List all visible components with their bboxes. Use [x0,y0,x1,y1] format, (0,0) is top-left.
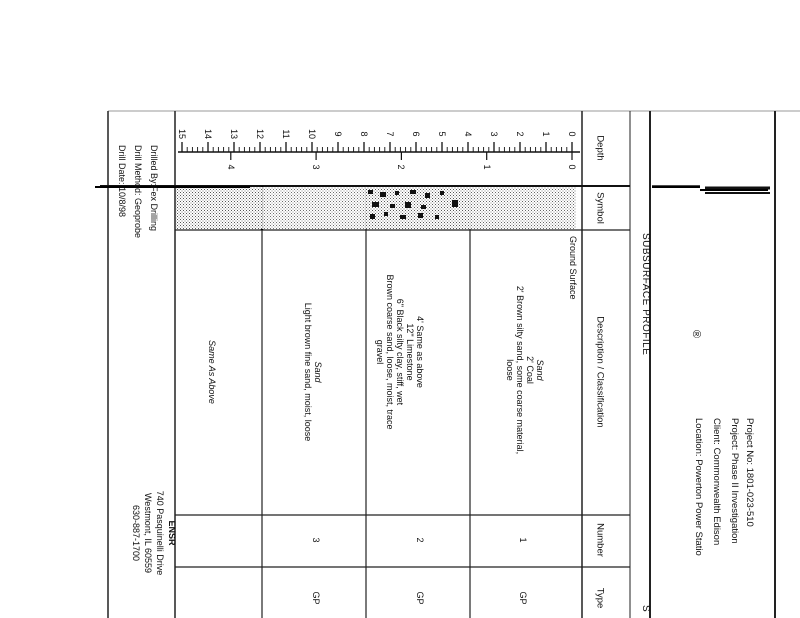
depth-label-ft-1: 1 [541,131,551,137]
sample-number-3: 3 [311,537,321,543]
logo-mark: ® [690,330,702,339]
depth-label-ft-14: 14 [203,128,213,140]
company-address-1: 740 Pasquinelli Drive [155,490,165,576]
layer-description-3: Sand Light brown fine sand, moist, loose [303,302,323,442]
sample-type-1: GP [518,591,528,605]
depth-label-ft-10: 10 [307,128,317,140]
location: Location: Powerton Power Statio [693,418,704,556]
company-address-2: Westmont, IL 60559 [143,492,153,574]
layer-description-4: Same As Above [207,340,217,404]
client-name: Client: Commonwealth Edison [711,418,722,546]
depth-label-ft-6: 6 [411,131,421,137]
depth-label-m-0: 0 [567,164,577,170]
company-phone: 630-887-1700 [131,504,141,562]
depth-label-ft-0: 0 [567,131,577,137]
number-column-header: Number [594,523,606,557]
depth-label-m-1: 1 [481,164,492,170]
depth-label-ft-7: 7 [385,131,395,137]
section-title: SUBSURFACE PROFILE [640,233,651,356]
project-number: Project No: 1801-023-510 [744,418,755,527]
depth-label-ft-12: 12 [255,128,265,140]
depth-label-m-2: 2 [396,164,407,170]
sample-type-2: GP [415,591,425,605]
sample-number-2: 2 [415,537,425,543]
depth-column-header: Depth [594,135,606,161]
depth-label-ft-2: 2 [515,131,525,137]
depth-label-ft-3: 3 [489,131,499,137]
company-name: ENSR [167,520,177,546]
drilled-by: Drilled By:Fex Drilling [149,145,159,232]
ground-surface-label: Ground Surface [568,236,578,300]
cut-off-column-header: S [640,605,651,612]
project-name: Project: Phase II Investigation [729,418,740,544]
depth-label-ft-15: 15 [177,128,187,140]
description-column-header: Description / Classification [594,316,606,428]
depth-label-ft-11: 11 [281,129,291,139]
layer-description-1: Sand 2' Coal 2' Brown silty sand, some coarse material, loose [505,285,545,455]
drill-date: Drill Date: 10/8/98 [117,145,127,218]
depth-label-ft-8: 8 [359,131,369,137]
symbol-column-header: Symbol [594,192,606,224]
depth-label-ft-5: 5 [437,131,447,137]
sample-type-3: GP [311,591,321,605]
depth-label-ft-9: 9 [333,131,343,137]
sample-number-1: 1 [518,537,528,543]
type-column-header: Type [594,587,606,609]
depth-label-ft-4: 4 [463,131,473,137]
depth-label-m-3: 3 [311,164,322,170]
drill-method: Drill Method: Geoprobe [133,145,143,239]
depth-label-ft-13: 13 [229,128,239,140]
depth-label-m-4: 4 [225,164,236,170]
layer-description-2: 4' Same as above 12" Limestone 6" Black silty clay, stiff, wet Brown coarse sand, loose, moist, trace gravel [375,274,425,430]
